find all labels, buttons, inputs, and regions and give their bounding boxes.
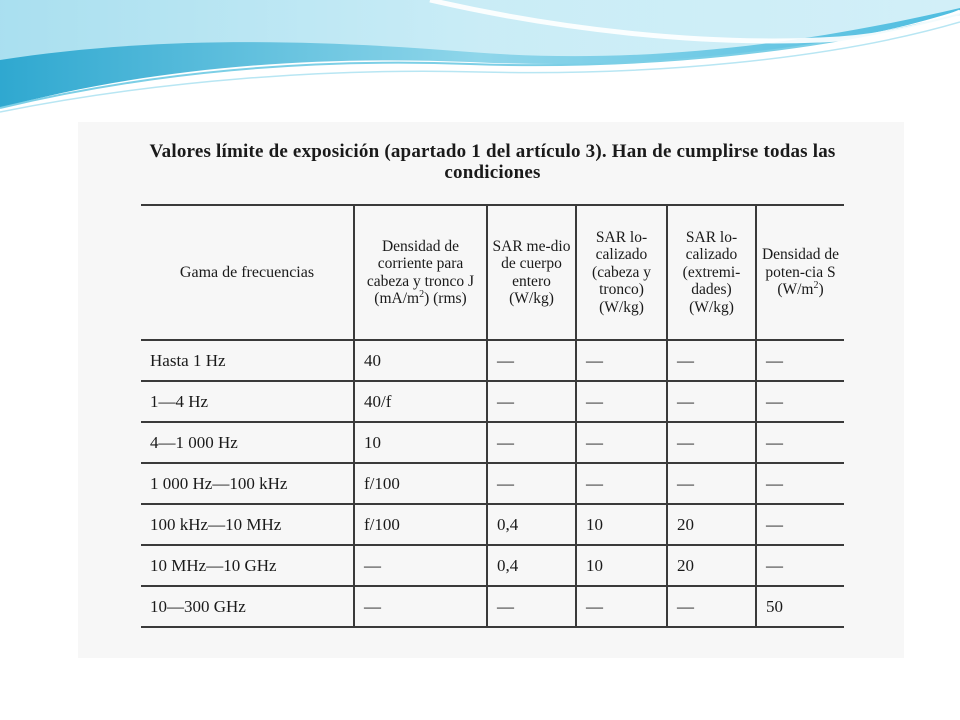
cell-power-density: — (756, 381, 844, 422)
cell-frequency: 10—300 GHz (141, 586, 354, 627)
cell-power-density: — (756, 463, 844, 504)
cell-current-density: — (354, 545, 487, 586)
table-header-row (141, 205, 844, 340)
cell-sar-limbs: — (667, 381, 756, 422)
cell-current-density: f/100 (354, 504, 487, 545)
cell-power-density: — (756, 340, 844, 381)
cell-sar-whole-body: — (487, 586, 576, 627)
cell-sar-head-trunk: — (576, 340, 667, 381)
cell-frequency: 4—1 000 Hz (141, 422, 354, 463)
cell-current-density: 40 (354, 340, 487, 381)
cell-sar-limbs: — (667, 586, 756, 627)
cell-frequency: 1—4 Hz (141, 381, 354, 422)
header-sar-limbs: SAR lo-calizado (extremi-dades) (W/kg) (667, 205, 756, 340)
cell-sar-limbs: — (667, 422, 756, 463)
table-title: Valores límite de exposición (apartado 1 del artículo 3). Han de cumplirse todas las condiciones (149, 141, 836, 183)
cell-current-density: 10 (354, 422, 487, 463)
cell-frequency: 100 kHz—10 MHz (141, 504, 354, 545)
cell-sar-head-trunk: 10 (576, 545, 667, 586)
cell-power-density: — (756, 545, 844, 586)
decorative-wave-header (0, 0, 960, 140)
table-row (141, 586, 844, 627)
cell-frequency: 10 MHz—10 GHz (141, 545, 354, 586)
header-sar-whole-body: SAR me-dio de cuerpo entero (W/kg) (487, 205, 576, 340)
cell-sar-head-trunk: 10 (576, 504, 667, 545)
header-current-density: Densidad de corriente para cabeza y tronco J $(mA/m^2)$ (rms) (354, 205, 487, 340)
table-row (141, 340, 844, 381)
table-row (141, 463, 844, 504)
cell-power-density: — (756, 422, 844, 463)
cell-frequency: Hasta 1 Hz (141, 340, 354, 381)
cell-sar-whole-body: — (487, 381, 576, 422)
cell-sar-whole-body: — (487, 463, 576, 504)
header-frequency-range: Gama de frecuencias (141, 205, 354, 340)
cell-sar-head-trunk: — (576, 586, 667, 627)
cell-sar-limbs: — (667, 340, 756, 381)
cell-sar-whole-body: — (487, 422, 576, 463)
exposure-limits-table (141, 204, 844, 628)
cell-sar-whole-body: — (487, 340, 576, 381)
cell-current-density: f/100 (354, 463, 487, 504)
header-power-density: Densidad de poten-cia S $(W/m^2)$ (756, 205, 844, 340)
cell-sar-limbs: 20 (667, 504, 756, 545)
cell-sar-head-trunk: — (576, 422, 667, 463)
cell-sar-limbs: 20 (667, 545, 756, 586)
table-row (141, 545, 844, 586)
table-row (141, 381, 844, 422)
cell-frequency: 1 000 Hz—100 kHz (141, 463, 354, 504)
cell-sar-head-trunk: — (576, 463, 667, 504)
table-row (141, 504, 844, 545)
cell-current-density: — (354, 586, 487, 627)
cell-sar-limbs: — (667, 463, 756, 504)
cell-sar-whole-body: 0,4 (487, 545, 576, 586)
cell-power-density: 50 (756, 586, 844, 627)
table-row (141, 422, 844, 463)
cell-sar-head-trunk: — (576, 381, 667, 422)
header-sar-head-trunk: SAR lo-calizado (cabeza y tronco) (W/kg) (576, 205, 667, 340)
cell-sar-whole-body: 0,4 (487, 504, 576, 545)
cell-current-density: 40/f (354, 381, 487, 422)
cell-power-density: — (756, 504, 844, 545)
